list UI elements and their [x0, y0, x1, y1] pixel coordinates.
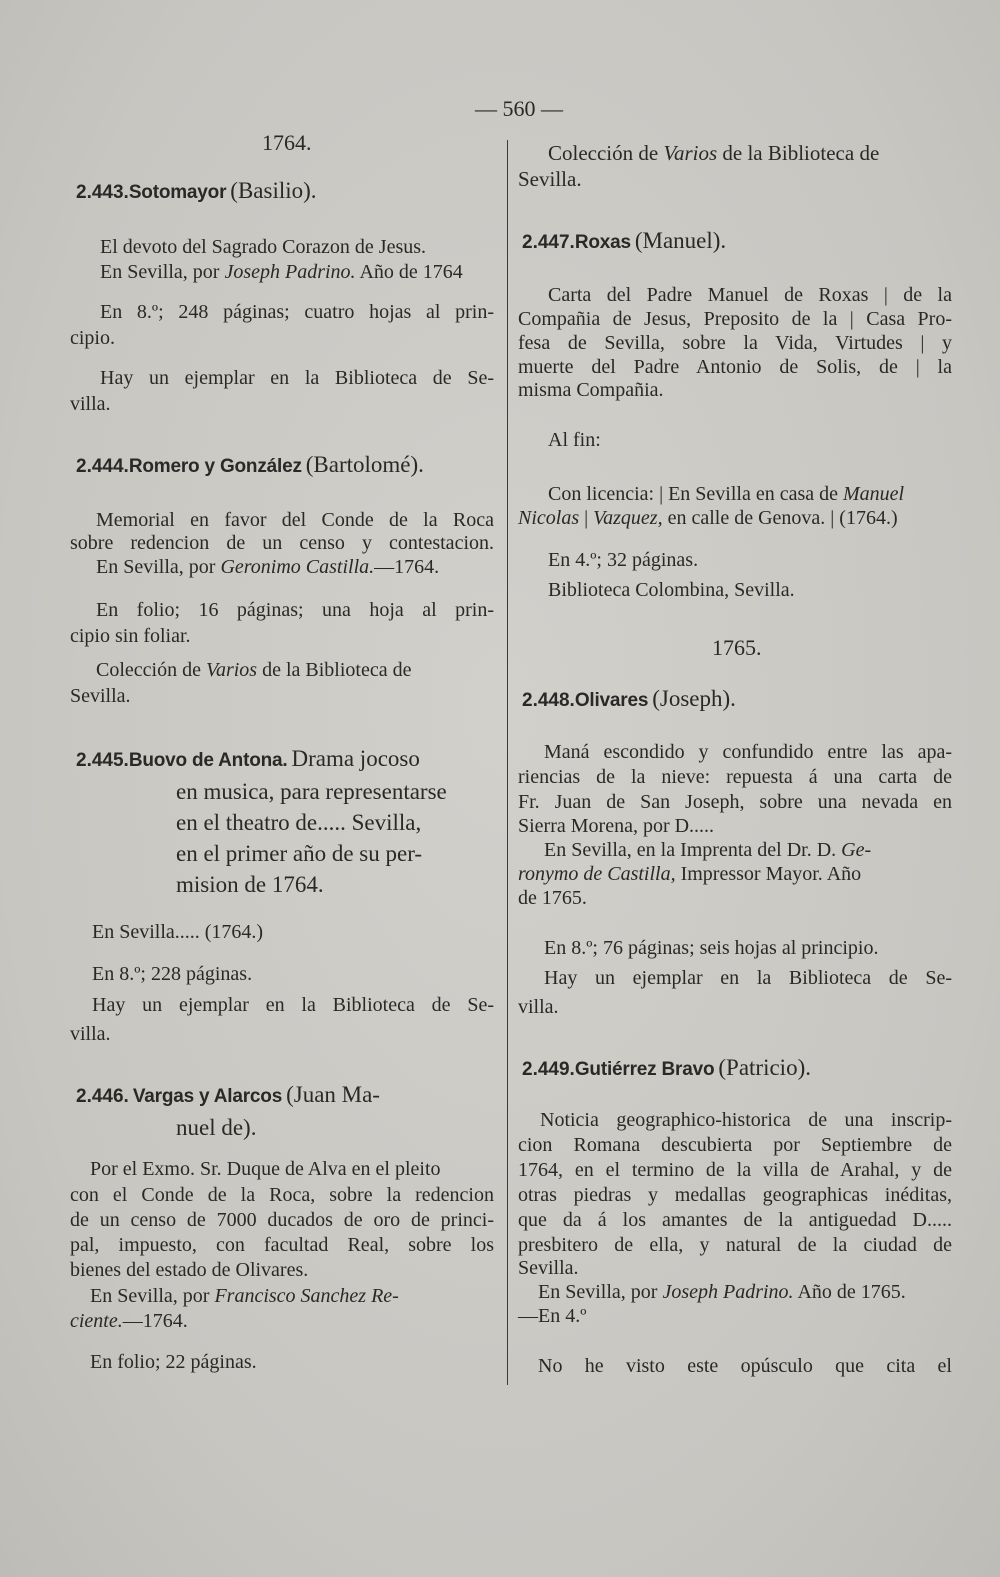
entry-text-line: villa.	[70, 393, 111, 415]
entry-text-line: de un censo de 7000 ducados de oro de princi-	[70, 1209, 494, 1231]
entry-text-line: En 4.º; 32 páginas.	[548, 549, 699, 571]
entry-text-line: de 1765.	[518, 887, 587, 909]
entry-heading-2444	[76, 452, 424, 478]
entry-text-line: ronymo de Castilla, Impressor Mayor. Año	[518, 863, 862, 885]
entry-text-line: En 8.º; 76 páginas; seis hojas al principio.	[544, 937, 879, 959]
entry-text-line: En folio; 22 páginas.	[90, 1351, 257, 1373]
entry-author-rest: (Juan Ma-	[286, 1082, 380, 1107]
entry-text-line: misma Compañia.	[518, 379, 664, 401]
entry-author-rest: (Basilio).	[230, 178, 317, 203]
entry-text-line: Sierra Morena, por D.....	[518, 815, 715, 837]
entry-number: 2.449.	[522, 1059, 575, 1080]
entry-text-line: En 8.º; 248 páginas; cuatro hojas al prin-	[100, 301, 494, 323]
entry-text-line: En Sevilla, por Francisco Sanchez Re-	[90, 1285, 399, 1307]
entry-text-line: bienes del estado de Olivares.	[70, 1259, 309, 1281]
year-heading-1764: 1764.	[262, 130, 312, 155]
entry-text-line: fesa de Sevilla, sobre la Vida, Virtudes | y	[518, 332, 952, 354]
entry-text-line: cipio.	[70, 327, 115, 349]
entry-number: 2.445.	[76, 750, 129, 771]
entry-text-line: Por el Exmo. Sr. Duque de Alva en el pleito	[90, 1158, 441, 1180]
entry-author-rest: Drama jocoso	[291, 746, 420, 771]
entry-text-line: En Sevilla, por Geronimo Castilla.—1764.	[96, 556, 440, 578]
entry-text-line: En Sevilla, en la Imprenta del Dr. D. Ge-	[544, 839, 872, 861]
entry-text-line: Hay un ejemplar en la Biblioteca de Se-	[100, 367, 494, 389]
entry-text-line: villa.	[70, 1023, 111, 1045]
entry-number: 2.448.	[522, 690, 575, 711]
entry-text-line: Al fin:	[548, 429, 601, 451]
entry-text-line: Nicolas | Vazquez, en calle de Genova. | (1764.)	[518, 507, 898, 529]
entry-text-line: En folio; 16 páginas; una hoja al prin-	[96, 599, 494, 621]
entry-text-line: En 8.º; 228 páginas.	[92, 963, 253, 985]
entry-author: Vargas y Alarcos	[132, 1086, 283, 1107]
entry-text-line: Carta del Padre Manuel de Roxas | de la	[548, 284, 952, 306]
entry-text-line: sobre redencion de un censo y contestacion.	[70, 532, 494, 554]
entry-author: Buovo de Antona.	[128, 750, 288, 771]
entry-text-line: muerte del Padre Antonio de Solis, de | la	[518, 356, 952, 378]
entry-text-line: Maná escondido y confundido entre las apa-	[544, 741, 952, 763]
entry-author-rest: (Bartolomé).	[305, 452, 424, 477]
entry-number: 2.443.	[76, 182, 129, 203]
entry-number: 2.444.	[76, 456, 129, 477]
entry-text-line: ciente.—1764.	[70, 1310, 188, 1332]
entry-heading-2449	[522, 1055, 811, 1081]
entry-author-rest: (Patricio).	[718, 1055, 811, 1080]
entry-text-line: En Sevilla..... (1764.)	[92, 921, 264, 943]
page-number: — 560 —	[475, 96, 563, 121]
entry-text-line: villa.	[518, 996, 559, 1018]
entry-text-line: con el Conde de la Roca, sobre la redencion	[70, 1184, 494, 1206]
entry-text-line: Sevilla.	[70, 685, 131, 707]
entry-text-line: presbitero de ella, y natural de la ciudad de	[518, 1234, 952, 1256]
entry-text-line: que da á los amantes de la antiguedad D.....	[518, 1209, 952, 1231]
entry-title-line: en musica, para representarse	[176, 779, 447, 804]
entry-text-line: Memorial en favor del Conde de la Roca	[96, 509, 494, 531]
entry-text-line: Fr. Juan de San Joseph, sobre una nevada en	[518, 791, 952, 813]
entry-author: Gutiérrez Bravo	[574, 1059, 715, 1080]
entry-text-line: En Sevilla, por Joseph Padrino. Año de 1765.	[538, 1281, 906, 1303]
entry-text-line: El devoto del Sagrado Corazon de Jesus.	[100, 236, 427, 258]
entry-number: 2.446.	[76, 1086, 129, 1107]
entry-title-line: nuel de).	[176, 1115, 257, 1140]
entry-heading-2445	[76, 746, 420, 772]
entry-title-line: en el primer año de su per-	[176, 841, 423, 866]
entry-text-line: En Sevilla, por Joseph Padrino. Año de 1764	[100, 261, 463, 283]
entry-title-line: mision de 1764.	[176, 872, 324, 897]
entry-text-line: Compañia de Jesus, Preposito de la | Casa Pro-	[518, 308, 952, 330]
entry-title-line: en el theatro de..... Sevilla,	[176, 810, 422, 835]
entry-text-line: 1764, en el termino de la villa de Arahal, y de	[518, 1159, 952, 1181]
entry-text-line: Sevilla.	[518, 1257, 579, 1279]
year-heading-1765: 1765.	[712, 635, 762, 660]
column-divider	[507, 140, 508, 1385]
entry-text-line: cion Romana descubierta por Septiembre de	[518, 1134, 952, 1156]
entry-heading-2443	[76, 178, 317, 204]
entry-heading-2447	[522, 228, 726, 254]
entry-text-line: Colección de Varios de la Biblioteca de	[548, 141, 880, 165]
entry-text-line: Noticia geographico-historica de una inscrip-	[540, 1109, 952, 1131]
entry-author: Roxas	[574, 232, 631, 253]
entry-author: Romero y González	[128, 456, 302, 477]
entry-text-line: otras piedras y medallas geographicas inéditas,	[518, 1184, 952, 1206]
entry-text-line: Hay un ejemplar en la Biblioteca de Se-	[92, 994, 494, 1016]
entry-text-line: No he visto este opúsculo que cita el	[538, 1355, 952, 1377]
entry-text-line: Colección de Varios de la Biblioteca de	[96, 659, 412, 681]
entry-heading-2448	[522, 686, 736, 712]
entry-text-line: Biblioteca Colombina, Sevilla.	[548, 579, 795, 601]
entry-number: 2.447.	[522, 232, 575, 253]
entry-author: Olivares	[574, 690, 649, 711]
entry-text-line: riencias de la nieve: repuesta á una carta de	[518, 766, 952, 788]
entry-author-rest: (Manuel).	[634, 228, 727, 253]
entry-text-line: Sevilla.	[518, 167, 582, 191]
entry-text-line: —En 4.º	[518, 1305, 587, 1327]
entry-text-line: pal, impuesto, con facultad Real, sobre los	[70, 1234, 494, 1256]
entry-author: Sotomayor	[128, 182, 227, 203]
entry-text-line: Hay un ejemplar en la Biblioteca de Se-	[544, 967, 952, 989]
entry-text-line: cipio sin foliar.	[70, 625, 191, 647]
entry-author-rest: (Joseph).	[652, 686, 736, 711]
entry-text-line: Con licencia: | En Sevilla en casa de Manuel	[548, 483, 905, 505]
entry-heading-2446	[76, 1082, 380, 1108]
